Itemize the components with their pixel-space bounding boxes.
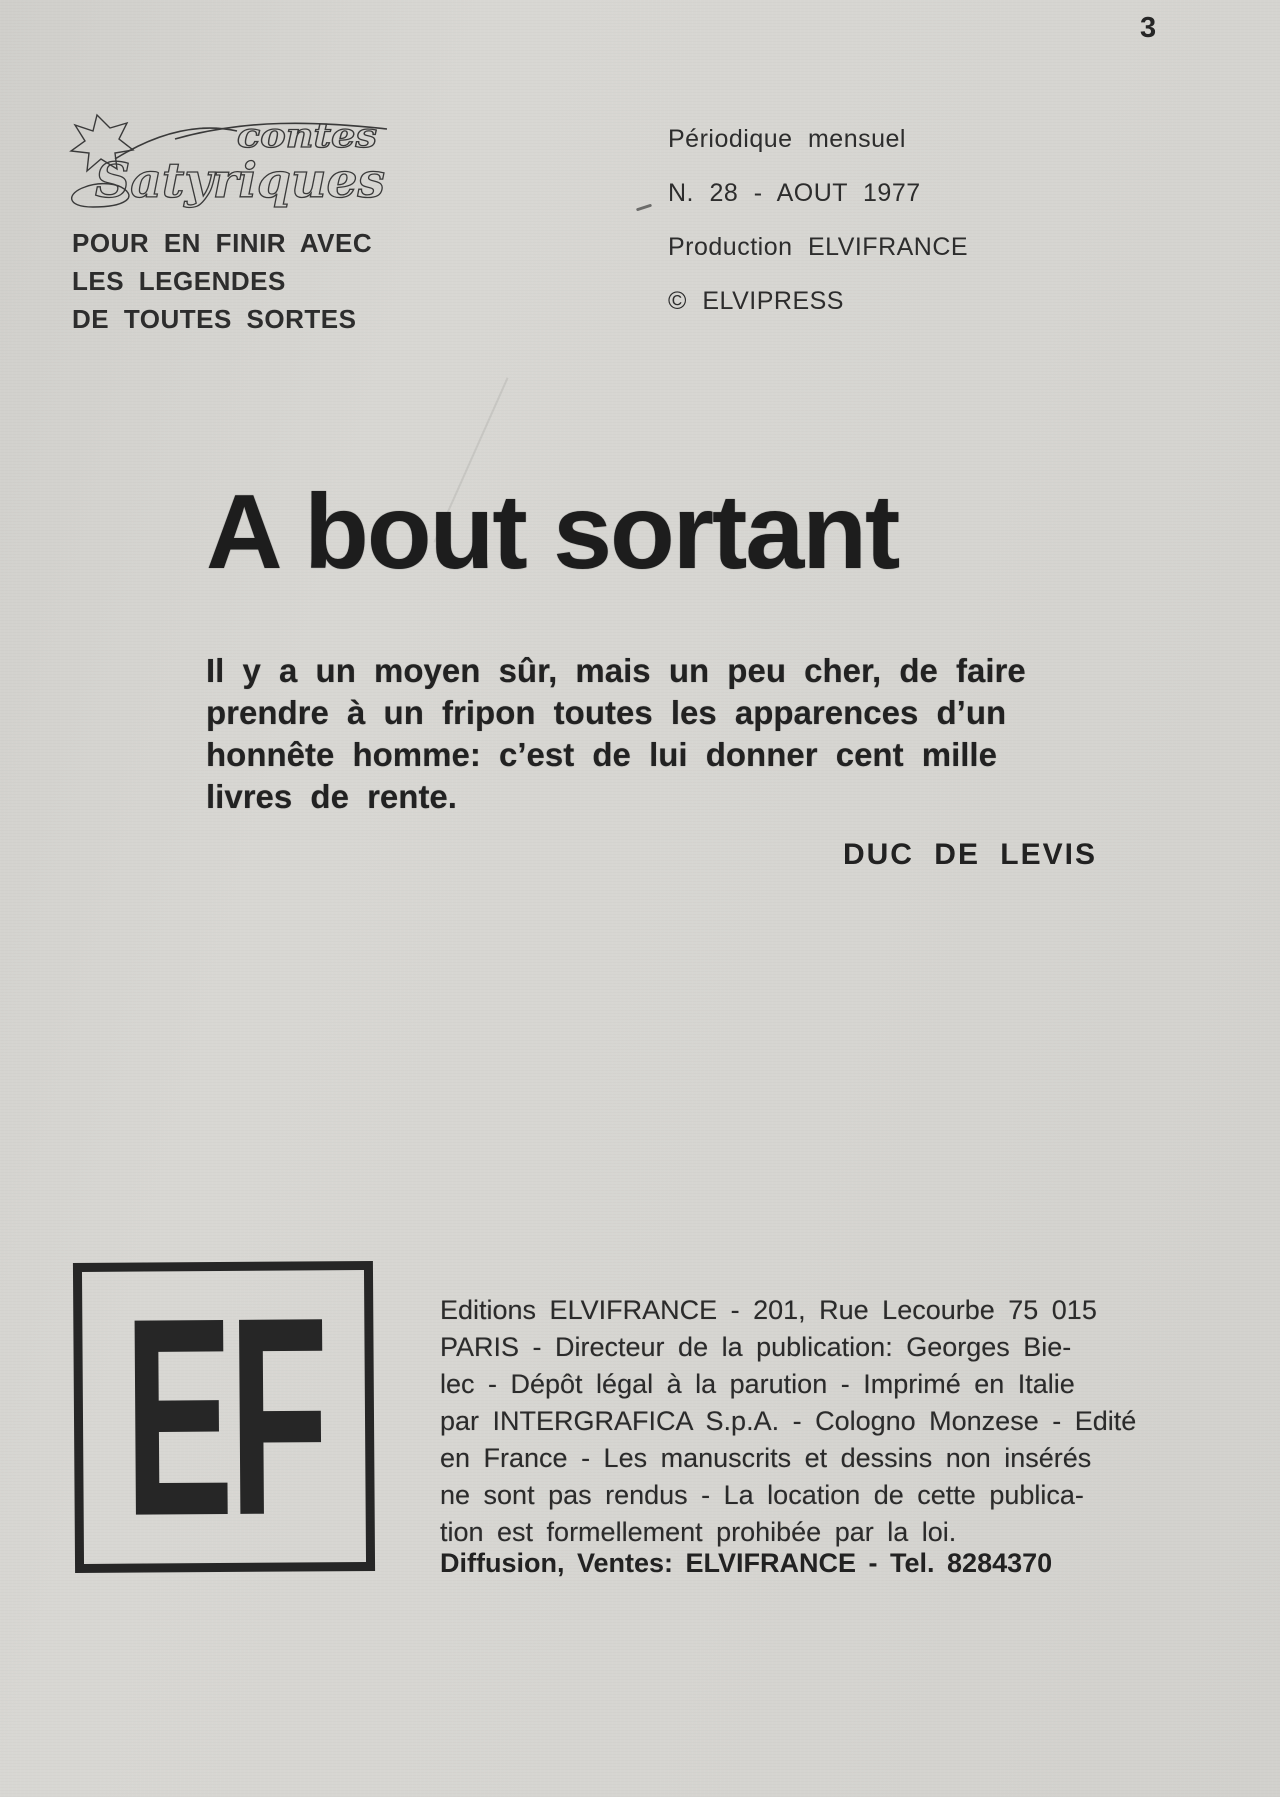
epigraph-line: livres de rente. <box>206 778 457 815</box>
imprint-line: PARIS - Directeur de la publication: Georges Bie- <box>440 1332 1072 1362</box>
epigraph-line: prendre à un fripon toutes les apparences d’un <box>206 694 1007 731</box>
issue-info <box>668 124 968 340</box>
epigraph-line: honnête homme: c’est de lui donner cent mille <box>206 736 997 773</box>
publisher-imprint <box>440 1292 1200 1551</box>
issue-number-date: N. 28 - AOUT 1977 <box>668 179 921 207</box>
distribution-line: Diffusion, Ventes: ELVIFRANCE - Tel. 8284370 <box>440 1548 1053 1578</box>
epigraph-attribution: DUC DE LEVIS <box>842 838 1097 871</box>
tagline-line: DE TOUTES SORTES <box>72 304 357 334</box>
tagline-line: POUR EN FINIR AVEC <box>72 228 373 258</box>
logo-word-satyriques: Satyriques <box>95 153 385 209</box>
page-number: 3 <box>1140 12 1157 44</box>
copyright-notice: © ELVIPRESS <box>668 287 844 315</box>
contes-satyriques-logo <box>55 95 405 215</box>
imprint-line: lec - Dépôt légal à la parution - Imprimé en Italie <box>440 1369 1075 1399</box>
epigraph-line: Il y a un moyen sûr, mais un peu cher, de faire <box>206 652 1026 689</box>
production-credit: Production ELVIFRANCE <box>668 233 969 261</box>
imprint-line: en France - Les manuscrits et dessins non insérés <box>440 1443 1092 1473</box>
imprint-line: tion est formellement prohibée par la loi. <box>440 1517 957 1547</box>
imprint-line: ne sont pas rendus - La location de cette publica- <box>440 1480 1084 1510</box>
elvifrance-ef-logo <box>73 1258 375 1575</box>
story-title: A bout sortant <box>206 473 899 591</box>
epigraph-quote <box>206 650 1186 818</box>
masthead-tagline <box>72 224 372 338</box>
periodicity-label: Périodique mensuel <box>668 125 906 153</box>
pen-tick-mark <box>636 204 652 212</box>
logo-word-contes: contes <box>237 116 377 156</box>
imprint-line: Editions ELVIFRANCE - 201, Rue Lecourbe 75 015 <box>440 1295 1097 1325</box>
ef-logo-letters: EF <box>123 1258 325 1575</box>
tagline-line: LES LEGENDES <box>72 266 286 296</box>
imprint-line: par INTERGRAFICA S.p.A. - Cologno Monzese - Edité <box>440 1406 1137 1436</box>
